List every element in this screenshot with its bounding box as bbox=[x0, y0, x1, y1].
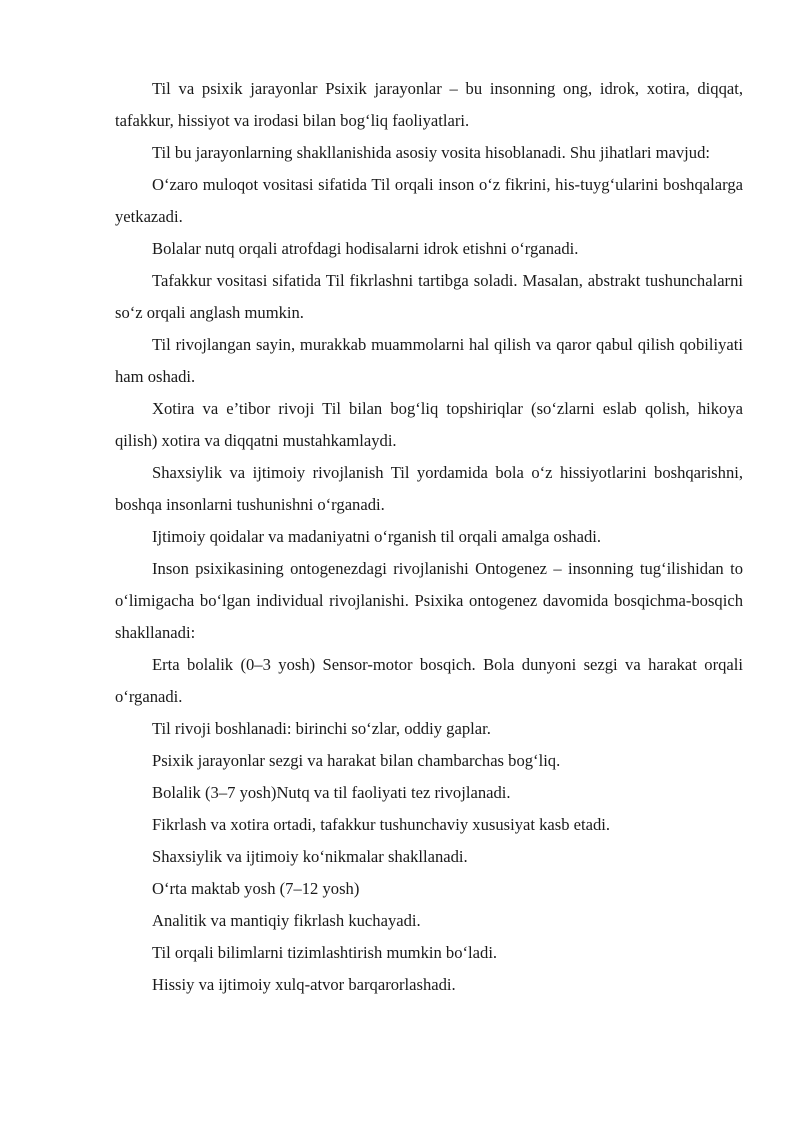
paragraph: Til orqali bilimlarni tizimlashtirish mumkin bo‘ladi. bbox=[152, 943, 498, 962]
paragraph: O‘rta maktab yosh (7–12 yosh) bbox=[152, 879, 360, 898]
paragraph: Til va psixik jarayonlar Psixik jarayonlar – bu insonning ong, idrok, xotira, diqqat, tafakkur, hissiyot va irodasi bilan bog‘liq faoliyatlari. bbox=[115, 79, 743, 130]
paragraph: Bolalik (3–7 yosh)Nutq va til faoliyati tez rivojlanadi. bbox=[152, 783, 511, 802]
paragraph: Til bu jarayonlarning shakllanishida asosiy vosita hisoblanadi. Shu jihatlari mavjud: bbox=[152, 143, 710, 162]
paragraph: Bolalar nutq orqali atrofdagi hodisalarni idrok etishni o‘rganadi. bbox=[152, 239, 579, 258]
document-body bbox=[115, 73, 743, 1001]
paragraph: Shaxsiylik va ijtimoiy rivojlanish Til yordamida bola o‘z hissiyotlarini boshqarishni, boshqa insonlarni tushunishni o‘rganadi. bbox=[115, 463, 743, 514]
paragraph: Tafakkur vositasi sifatida Til fikrlashni tartibga soladi. Masalan, abstrakt tushunchalarni so‘z orqali anglash mumkin. bbox=[115, 271, 743, 322]
paragraph: Inson psixikasining ontogenezdagi rivojlanishi Ontogenez – insonning tug‘ilishidan to o‘limigacha bo‘lgan individual rivojlanishi. Psixika ontogenez davomida bosqichma-bosqich shakllanadi: bbox=[115, 559, 743, 642]
paragraph: Xotira va e’tibor rivoji Til bilan bog‘liq topshiriqlar (so‘zlarni eslab qolish, hikoya qilish) xotira va diqqatni mustahkamlaydi. bbox=[115, 399, 743, 450]
paragraph: Hissiy va ijtimoiy xulq-atvor barqarorlashadi. bbox=[152, 975, 456, 994]
paragraph: Til rivoji boshlanadi: birinchi so‘zlar, oddiy gaplar. bbox=[152, 719, 491, 738]
paragraph: Erta bolalik (0–3 yosh) Sensor-motor bosqich. Bola dunyoni sezgi va harakat orqali o‘rganadi. bbox=[115, 655, 743, 706]
paragraph: Shaxsiylik va ijtimoiy ko‘nikmalar shakllanadi. bbox=[152, 847, 468, 866]
paragraph: Ijtimoiy qoidalar va madaniyatni o‘rganish til orqali amalga oshadi. bbox=[152, 527, 601, 546]
paragraph: Analitik va mantiqiy fikrlash kuchayadi. bbox=[152, 911, 421, 930]
paragraph: Til rivojlangan sayin, murakkab muammolarni hal qilish va qaror qabul qilish qobiliyati ham oshadi. bbox=[115, 335, 743, 386]
paragraph: Psixik jarayonlar sezgi va harakat bilan chambarchas bog‘liq. bbox=[152, 751, 561, 770]
paragraph: Fikrlash va xotira ortadi, tafakkur tushunchaviy xususiyat kasb etadi. bbox=[152, 815, 611, 834]
paragraph: O‘zaro muloqot vositasi sifatida Til orqali inson o‘z fikrini, his-tuyg‘ularini boshqalarga yetkazadi. bbox=[115, 175, 743, 226]
